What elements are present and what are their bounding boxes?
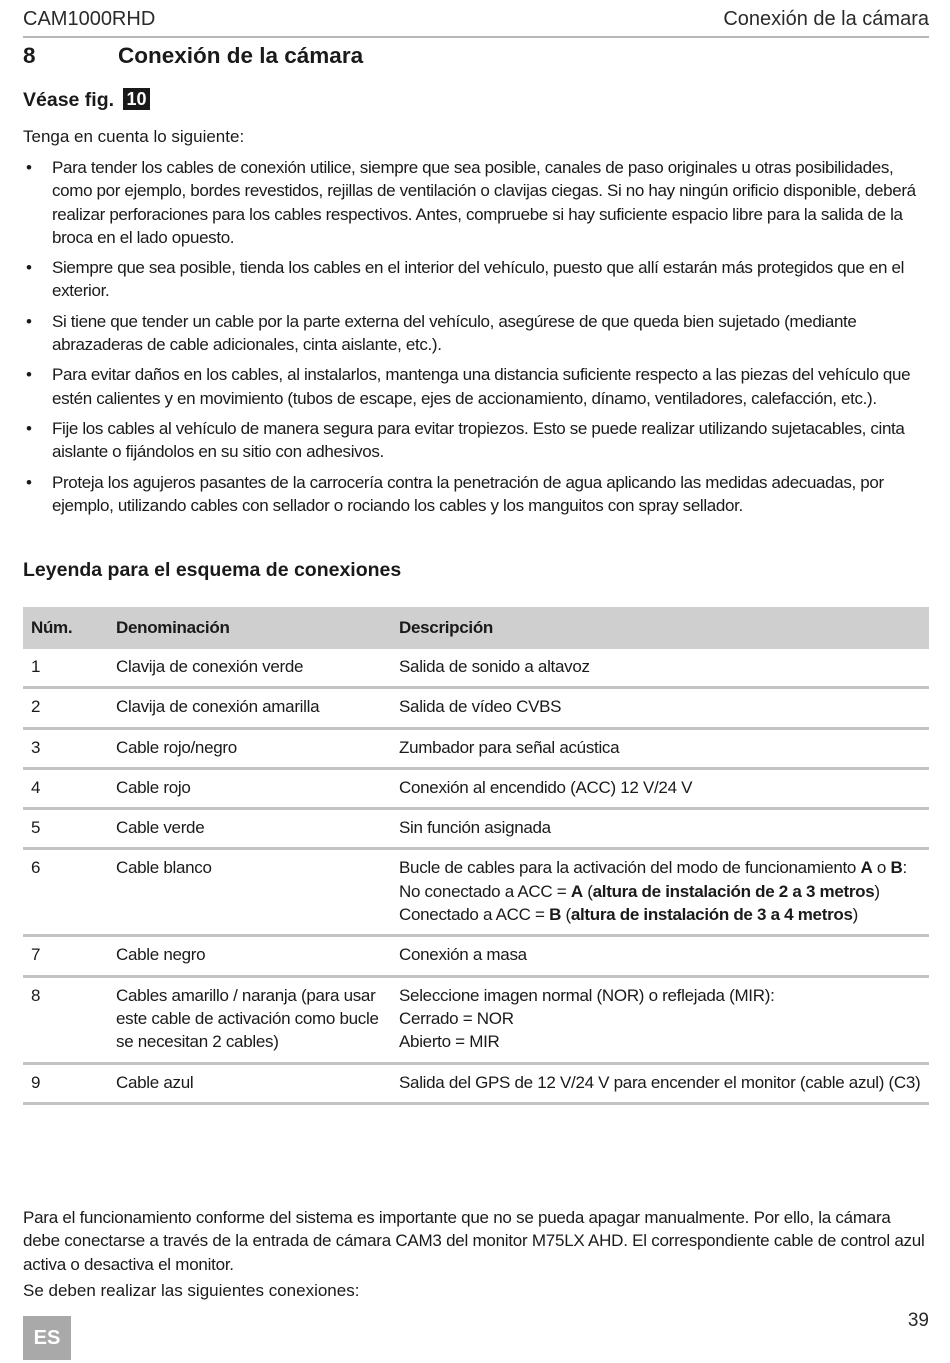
figure-reference-badge: 10: [123, 88, 149, 110]
table-row: [23, 936, 929, 976]
list-item: [23, 156, 929, 249]
chapter-title: Conexión de la cámara: [118, 43, 364, 68]
list-item-text: Para evitar daños en los cables, al instalarlos, mantenga una distancia suficiente respecto a las piezas del vehículo que estén calientes y en movimiento (tubos de escape, ejes de accionamiento, dínamo, ventiladores, calefacción, etc.).: [52, 365, 911, 408]
header-name: Denominación: [108, 607, 391, 649]
table-row: [23, 688, 929, 728]
table-row: [23, 849, 929, 936]
table-row: [23, 649, 929, 688]
cell-name: Cable blanco: [108, 849, 391, 936]
cell-description: [391, 849, 929, 936]
list-item-text: Proteja los agujeros pasantes de la carrocería contra la penetración de agua aplicando las medidas adecuadas, por ejemplo, utilizando cables con sellador o rociando los cables y los manguitos con spray sellador.: [52, 472, 884, 515]
page-number: 39: [907, 1310, 929, 1331]
cell-num: 2: [23, 688, 108, 728]
cell-description: Salida del GPS de 12 V/24 V para encender el monitor (cable azul) (C3): [391, 1063, 929, 1103]
header-num: Núm.: [23, 607, 108, 649]
cell-description: Conexión a masa: [391, 936, 929, 976]
cell-description: Salida de sonido a altavoz: [391, 649, 929, 688]
list-item-text: Siempre que sea posible, tienda los cables en el interior del vehículo, puesto que allí estarán más protegidos que en el exterior.: [52, 258, 905, 301]
desc-line: Cerrado = NOR: [399, 1008, 514, 1028]
cell-num: 4: [23, 768, 108, 808]
desc-line: Conectado a ACC = B (altura de instalación de 3 a 4 metros): [399, 905, 859, 925]
instruction-list: [23, 156, 929, 524]
cell-description: Salida de vídeo CVBS: [391, 688, 929, 728]
cell-num: 1: [23, 649, 108, 688]
header-section: Conexión de la cámara: [723, 8, 929, 30]
cell-description: [391, 976, 929, 1063]
legend-heading: Leyenda para el esquema de conexiones: [23, 559, 402, 581]
cell-name: Cable azul: [108, 1063, 391, 1103]
header-description: Descripción: [391, 607, 929, 649]
desc-line: Seleccione imagen normal (NOR) o reflejada (MIR):: [399, 985, 775, 1005]
cell-num: 8: [23, 976, 108, 1063]
bullet-icon: •: [26, 311, 32, 331]
list-item: [23, 417, 929, 464]
desc-line: No conectado a ACC = A (altura de instalación de 2 a 3 metros): [399, 881, 880, 901]
table-row: [23, 768, 929, 808]
bullet-icon: •: [26, 472, 32, 492]
bullet-icon: •: [26, 258, 32, 278]
table-row: [23, 809, 929, 849]
see-figure-heading: [23, 88, 150, 112]
cell-description: Sin función asignada: [391, 809, 929, 849]
running-header: [23, 6, 929, 38]
cell-name: Cable rojo: [108, 768, 391, 808]
cell-num: 3: [23, 728, 108, 768]
cell-name: Cable verde: [108, 809, 391, 849]
header-product: CAM1000RHD: [23, 8, 156, 30]
list-item: [23, 471, 929, 518]
cell-description: Conexión al encendido (ACC) 12 V/24 V: [391, 768, 929, 808]
cell-name: Cable rojo/negro: [108, 728, 391, 768]
list-item: [23, 256, 929, 303]
cell-num: 5: [23, 809, 108, 849]
cell-num: 7: [23, 936, 108, 976]
closing-paragraph: Para el funcionamiento conforme del sistema es importante que no se pueda apagar manualmente. Por ello, la cámara debe conectarse a través de la entrada de cámara CAM3 del monitor M75LX AHD. El correspondiente cable de control azul activa o desactiva el monitor.: [23, 1208, 925, 1274]
desc-line: Abierto = MIR: [399, 1032, 500, 1052]
cell-name: Cables amarillo / naranja (para usar este cable de activación como bucle se necesitan 2 cables): [108, 976, 391, 1063]
cell-name: Clavija de conexión verde: [108, 649, 391, 688]
list-item: [23, 310, 929, 357]
table-row: [23, 728, 929, 768]
cell-name: Clavija de conexión amarilla: [108, 688, 391, 728]
list-item-text: Fije los cables al vehículo de manera segura para evitar tropiezos. Esto se puede realizar utilizando sujetacables, cinta aislante o fijándolos en su sitio con adhesivos.: [52, 418, 905, 462]
list-item-text: Si tiene que tender un cable por la parte externa del vehículo, asegúrese de que queda bien sujetado (mediante abrazaderas de cable adicionales, cinta aislante, etc.).: [52, 311, 857, 355]
table-row: [23, 976, 929, 1063]
cell-description: Zumbador para señal acústica: [391, 728, 929, 768]
desc-line: Bucle de cables para la activación del modo de funcionamiento A o B:: [399, 858, 907, 878]
cell-num: 9: [23, 1063, 108, 1103]
cell-num: 6: [23, 849, 108, 936]
connection-legend-table: [23, 607, 929, 1105]
bullet-icon: •: [26, 365, 32, 385]
see-figure-label: Véase fig.: [23, 89, 115, 111]
chapter-heading: [23, 43, 363, 69]
chapter-number: 8: [23, 43, 36, 68]
list-item-text: Para tender los cables de conexión utilice, siempre que sea posible, canales de paso originales u otras posibilidades, como por ejemplo, bordes revestidos, rejillas de ventilación o clavijas ciegas. Si no hay ningún orificio disponible, deberá realizar perforaciones para los cables respectivos. Antes, compruebe si hay suficiente espacio libre para la salida de la broca en el lado opuesto.: [52, 158, 916, 247]
closing-paragraph-2: Se deben realizar las siguientes conexiones:: [23, 1281, 360, 1300]
bullet-icon: •: [26, 418, 32, 438]
cell-name: Cable negro: [108, 936, 391, 976]
language-badge: ES: [23, 1316, 71, 1360]
intro-text: Tenga en cuenta lo siguiente:: [23, 127, 245, 146]
table-row: [23, 1063, 929, 1103]
table-header-row: [23, 607, 929, 649]
bullet-icon: •: [26, 158, 32, 177]
list-item: [23, 363, 929, 410]
